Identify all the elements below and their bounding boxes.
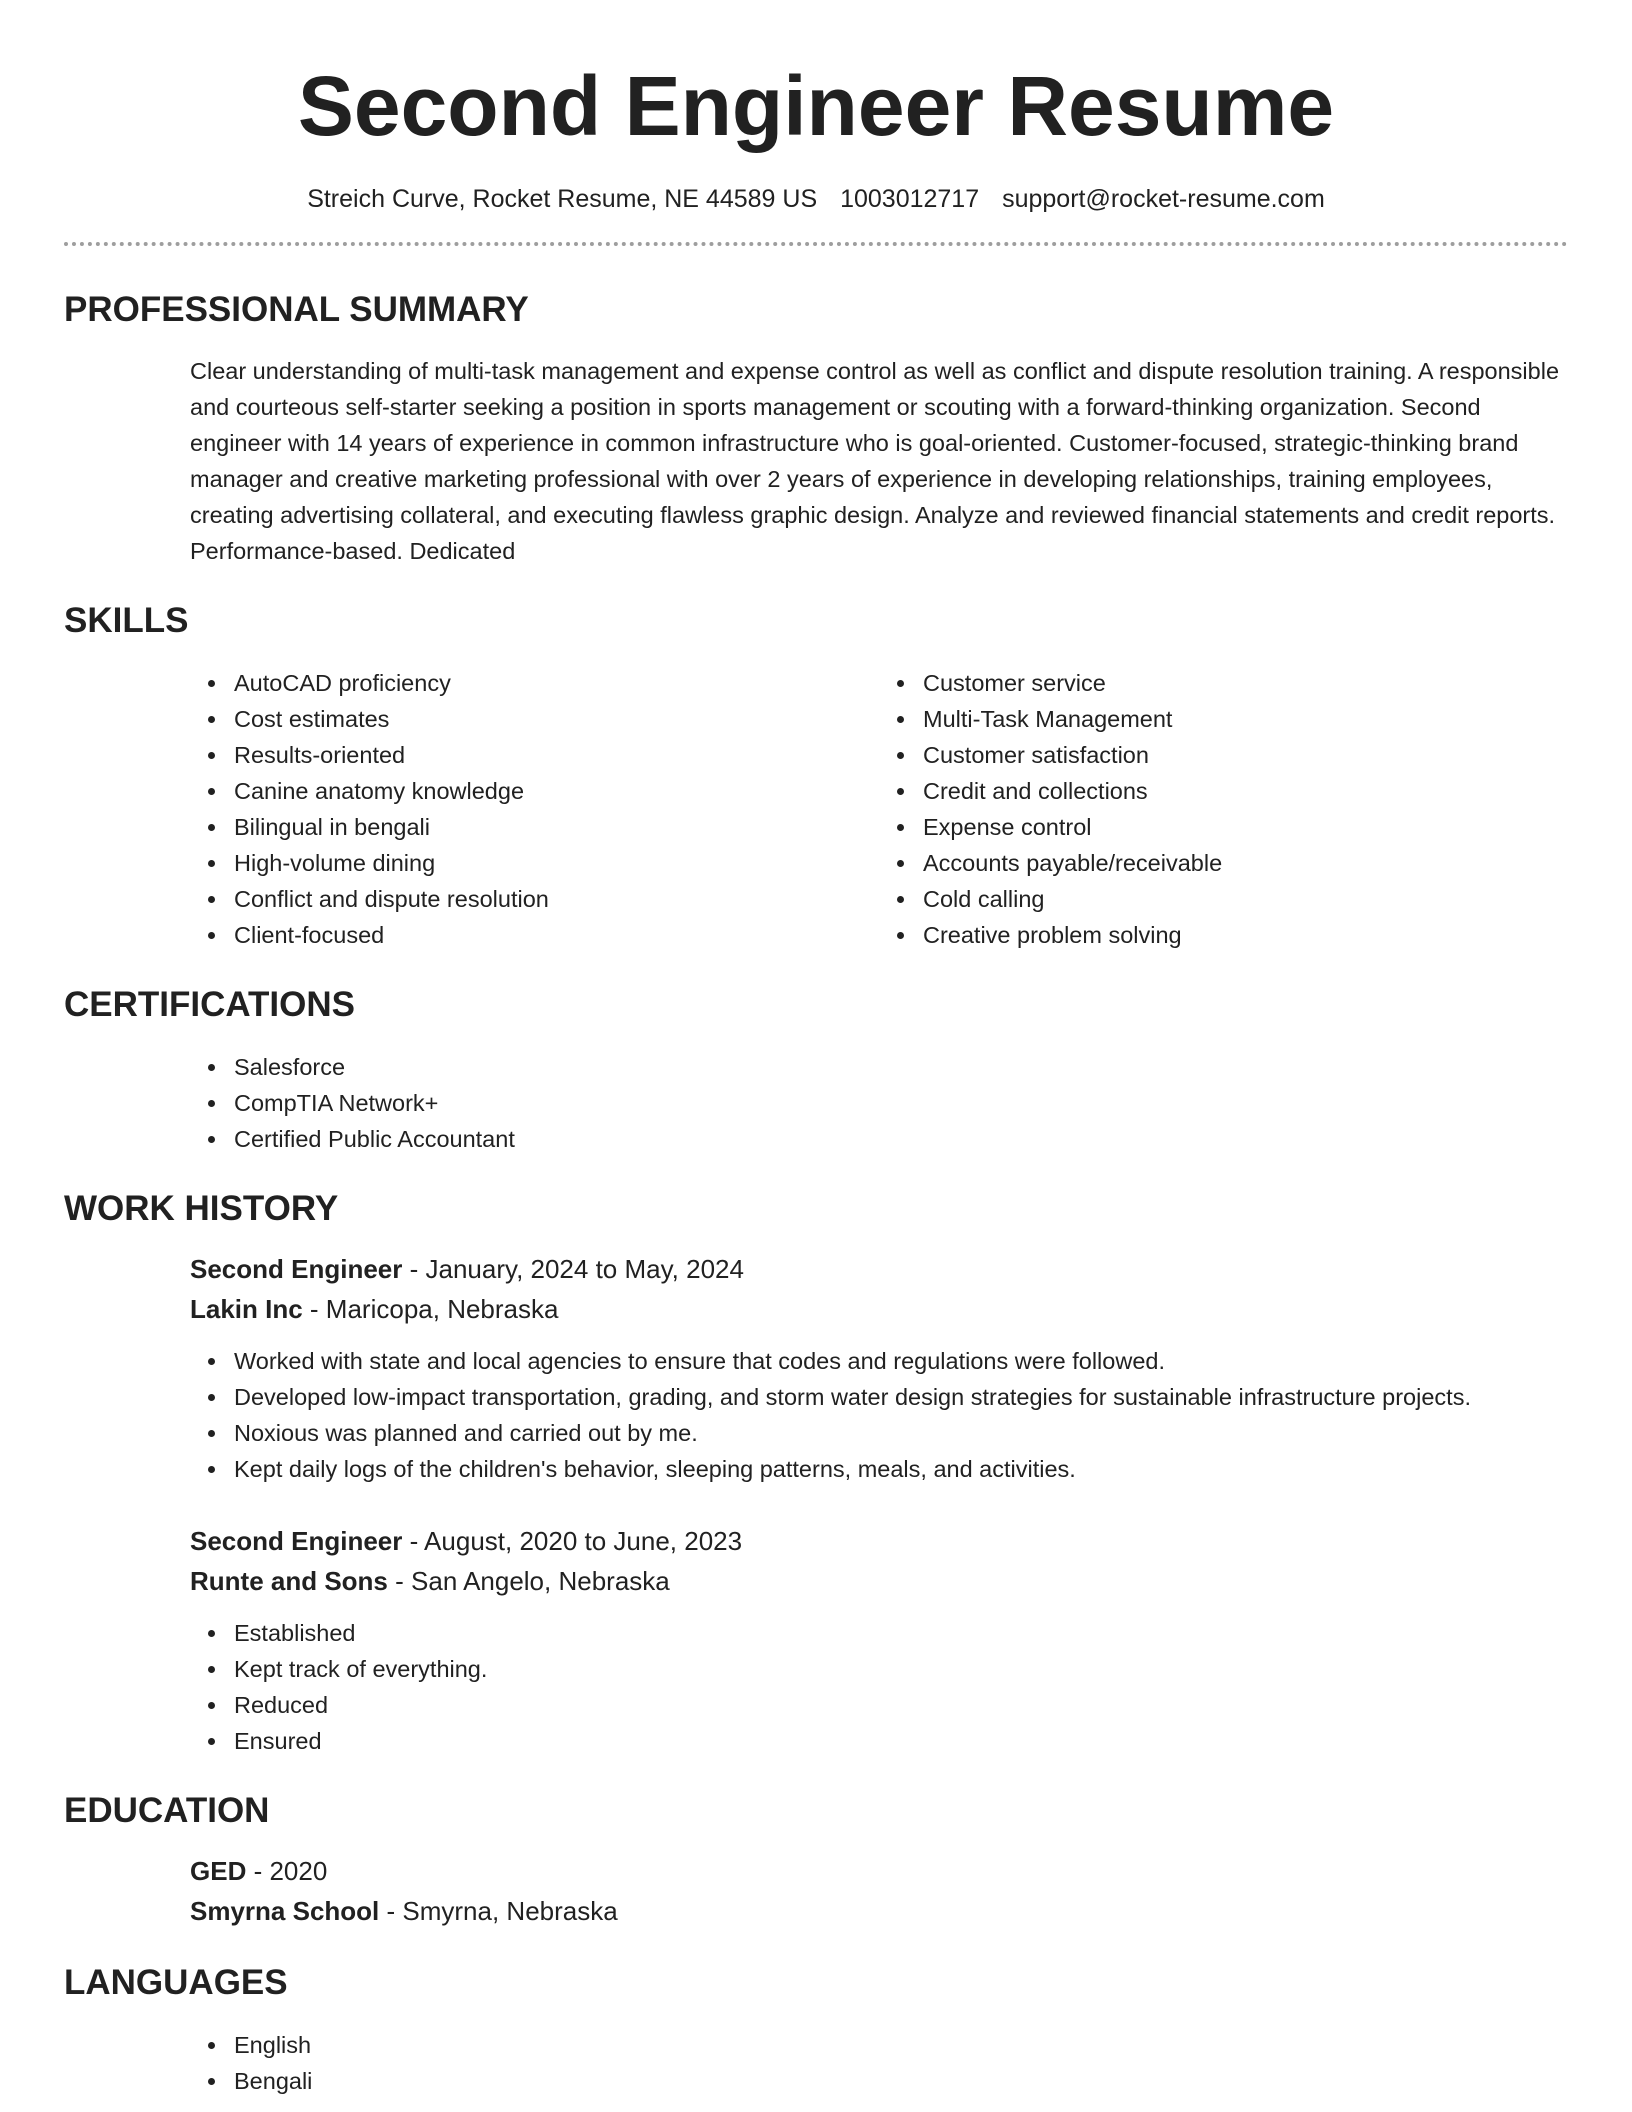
list-item: Bilingual in bengali	[234, 809, 879, 845]
list-item: English	[234, 2027, 1568, 2063]
resume-title: Second Engineer Resume	[297, 59, 1335, 153]
graduation-year: - 2020	[246, 1856, 328, 1886]
list-item: AutoCAD proficiency	[234, 665, 879, 701]
list-item: Kept daily logs of the children's behavior, sleeping patterns, meals, and activities.	[234, 1451, 1568, 1487]
job-dates: - January, 2024 to May, 2024	[402, 1254, 744, 1284]
list-item: Credit and collections	[923, 773, 1568, 809]
degree: GED	[190, 1856, 247, 1886]
job-company-line	[190, 1561, 1568, 1601]
list-item: Salesforce	[234, 1049, 1568, 1085]
education-heading: EDUCATION	[64, 1791, 270, 1830]
summary-heading: PROFESSIONAL SUMMARY	[64, 290, 529, 329]
list-item: Ensured	[234, 1723, 1568, 1759]
work-history-heading: WORK HISTORY	[64, 1189, 339, 1228]
job-dates: - August, 2020 to June, 2023	[402, 1526, 743, 1556]
list-item: Worked with state and local agencies to ensure that codes and regulations were followed.	[234, 1343, 1568, 1379]
languages-section	[64, 1961, 1568, 2099]
skills-heading: SKILLS	[64, 601, 189, 640]
job-title: Second Engineer	[190, 1254, 403, 1284]
job-company: Lakin Inc	[190, 1294, 303, 1324]
job-company-line	[190, 1289, 1568, 1329]
list-item: High-volume dining	[234, 845, 879, 881]
job-title-line	[190, 1249, 1568, 1289]
list-item: Accounts payable/receivable	[923, 845, 1568, 881]
contact-line	[64, 182, 1568, 216]
list-item: Kept track of everything.	[234, 1651, 1568, 1687]
header-divider	[64, 242, 1568, 246]
degree-line	[190, 1851, 1568, 1891]
list-item: Reduced	[234, 1687, 1568, 1723]
list-item: Canine anatomy knowledge	[234, 773, 879, 809]
work-history-section	[64, 1187, 1568, 1759]
languages-heading: LANGUAGES	[64, 1963, 288, 2002]
education-section	[64, 1789, 1568, 1931]
contact-email: support@rocket-resume.com	[1002, 185, 1325, 213]
contact-phone: 1003012717	[840, 185, 980, 213]
skills-section	[64, 599, 1568, 953]
school-name: Smyrna School	[190, 1896, 380, 1926]
job-duties-list	[190, 1615, 1568, 1759]
job-title: Second Engineer	[190, 1526, 403, 1556]
contact-address: Streich Curve, Rocket Resume, NE 44589 US	[307, 185, 818, 213]
job-location: - San Angelo, Nebraska	[387, 1566, 670, 1596]
job-duties-list	[190, 1343, 1568, 1487]
list-item: Expense control	[923, 809, 1568, 845]
certifications-list	[190, 1049, 1568, 1157]
list-item: Conflict and dispute resolution	[234, 881, 879, 917]
summary-section	[64, 288, 1568, 569]
school-line	[190, 1891, 1568, 1931]
summary-text: Clear understanding of multi-task management and expense control as well as conflict and dispute resolution training. A responsible and courteous self-starter seeking a position in sports management or scouting with a forward-thinking organization. Second engineer with 14 years of experience in common infrastructure who is goal-oriented. Customer-focused, strategic-thinking brand manager and creative marketing professional with over 2 years of experience in developing relationships, training employees, creating advertising collateral, and executing flawless graphic design. Analyze and reviewed financial statements and credit reports. Performance-based. Dedicated	[190, 358, 1560, 564]
job-company: Runte and Sons	[190, 1566, 388, 1596]
list-item: Client-focused	[234, 917, 879, 953]
list-item: Noxious was planned and carried out by me.	[234, 1415, 1568, 1451]
list-item: Certified Public Accountant	[234, 1121, 1568, 1157]
list-item: Bengali	[234, 2063, 1568, 2099]
job-title-line	[190, 1521, 1568, 1561]
list-item: Customer service	[923, 665, 1568, 701]
list-item: Customer satisfaction	[923, 737, 1568, 773]
list-item: Cost estimates	[234, 701, 879, 737]
skills-list-left	[190, 665, 879, 953]
list-item: Results-oriented	[234, 737, 879, 773]
certifications-heading: CERTIFICATIONS	[64, 985, 356, 1024]
list-item: Developed low-impact transportation, grading, and storm water design strategies for sustainable infrastructure projects.	[234, 1379, 1568, 1415]
list-item: CompTIA Network+	[234, 1085, 1568, 1121]
school-location: - Smyrna, Nebraska	[379, 1896, 618, 1926]
skills-list-right	[879, 665, 1568, 953]
list-item: Multi-Task Management	[923, 701, 1568, 737]
job-entry	[190, 1521, 1568, 1759]
certifications-section	[64, 983, 1568, 1157]
languages-list	[190, 2027, 1568, 2099]
job-location: - Maricopa, Nebraska	[302, 1294, 559, 1324]
job-entry	[190, 1249, 1568, 1487]
list-item: Cold calling	[923, 881, 1568, 917]
list-item: Established	[234, 1615, 1568, 1651]
list-item: Creative problem solving	[923, 917, 1568, 953]
